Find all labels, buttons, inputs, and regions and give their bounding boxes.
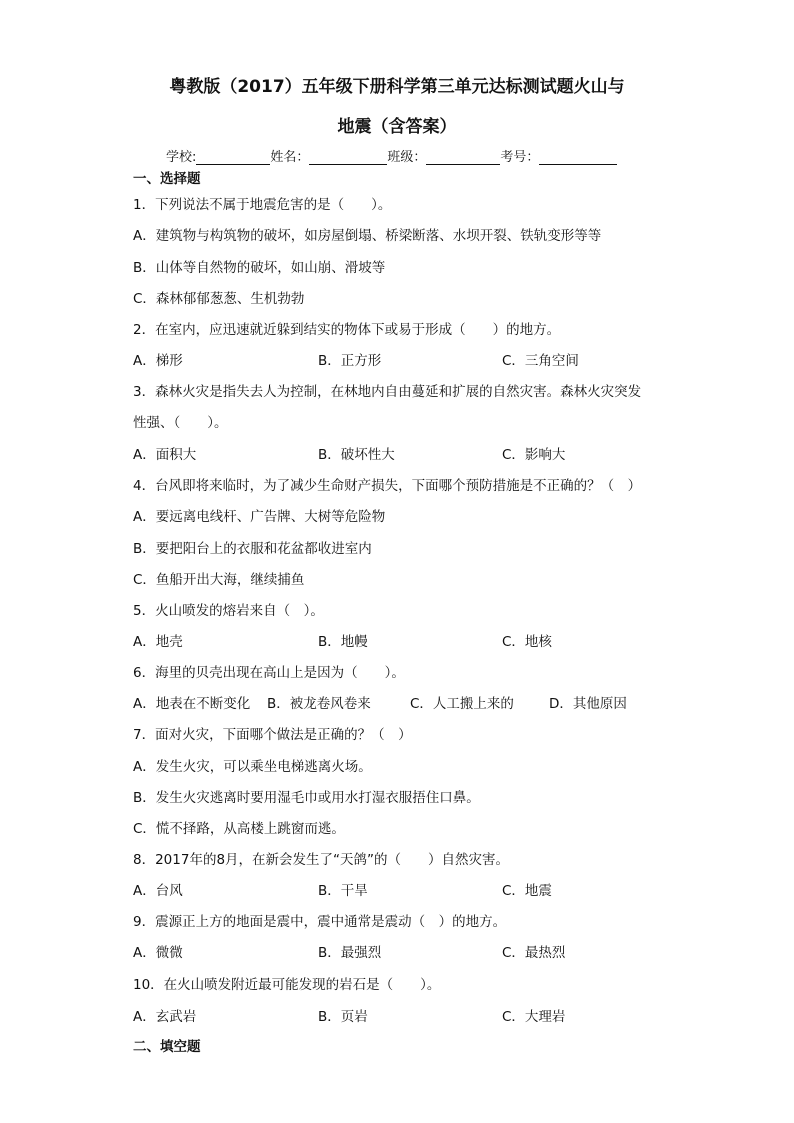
question-9-option-b: B．最强烈	[318, 945, 382, 961]
class-blank[interactable]	[426, 151, 500, 165]
document-title-line1: 粤教版（2017）五年级下册科学第三单元达标测试题火山与	[169, 77, 625, 97]
question-9-option-a: A．微微	[133, 945, 183, 961]
name-blank[interactable]	[309, 151, 387, 165]
question-4-option-a: A．要远离电线杆、广告牌、大树等危险物	[133, 509, 386, 525]
question-2-option-a: A．梯形	[133, 353, 183, 369]
question-9-option-c: C．最热烈	[502, 945, 566, 961]
question-10-option-a: A．玄武岩	[133, 1009, 197, 1025]
question-10-option-c: C．大理岩	[502, 1009, 566, 1025]
question-5: 5．火山喷发的熔岩来自（ ）。	[133, 603, 324, 619]
question-3-option-a: A．面积大	[133, 447, 197, 463]
question-8-option-a: A．台风	[133, 883, 183, 899]
name-label: 姓名：	[270, 150, 310, 165]
question-2: 2．在室内，应迅速就近躲到结实的物体下或易于形成（ ）的地方。	[133, 322, 561, 338]
school-label: 学校:	[166, 150, 197, 165]
question-6-option-b: B．被龙卷风卷来	[267, 696, 371, 712]
question-7: 7．面对火灾，下面哪个做法是正确的？（ ）	[133, 727, 412, 743]
question-3-option-b: B．破坏性大	[318, 447, 395, 463]
question-10: 10．在火山喷发附近最可能发现的岩石是（ ）。	[133, 977, 441, 993]
question-1: 1．下列说法不属于地震危害的是（ ）。	[133, 197, 392, 213]
question-5-option-a: A．地壳	[133, 634, 183, 650]
question-7-option-b: B．发生火灾逃离时要用湿毛巾或用水打湿衣服捂住口鼻。	[133, 790, 480, 806]
question-1-option-a: A．建筑物与构筑物的破坏，如房屋倒塌、桥梁断落、水坝开裂、铁轨变形等等	[133, 228, 602, 244]
question-9: 9．震源正上方的地面是震中，震中通常是震动（ ）的地方。	[133, 914, 507, 930]
question-4: 4．台风即将来临时，为了减少生命财产损失，下面哪个预防措施是不正确的？（ ）	[133, 478, 642, 494]
section-heading-fill-in: 二、填空题	[133, 1039, 201, 1055]
question-3-line1: 3．森林火灾是指失去人为控制，在林地内自由蔓延和扩展的自然灾害。森林火灾突发	[133, 384, 642, 400]
question-8: 8．2017年的8月，在新会发生了“天鸽”的（ ）自然灾害。	[133, 852, 510, 868]
question-6-option-a: A．地表在不断变化	[133, 696, 251, 712]
question-7-option-c: C．慌不择路，从高楼上跳窗而逃。	[133, 821, 345, 837]
question-7-option-a: A．发生火灾，可以乘坐电梯逃离火场。	[133, 759, 372, 775]
document-title-line2: 地震（含答案）	[337, 117, 457, 137]
question-10-option-b: B．页岩	[318, 1009, 368, 1025]
section-heading-choice: 一、选择题	[133, 171, 201, 187]
question-6: 6．海里的贝壳出现在高山上是因为（ ）。	[133, 665, 405, 681]
question-5-option-c: C．地核	[502, 634, 552, 650]
school-blank[interactable]	[196, 151, 270, 165]
question-8-option-b: B．干旱	[318, 883, 368, 899]
question-1-option-b: B．山体等自然物的破坏，如山崩、滑坡等	[133, 260, 386, 276]
exam-no-label: 考号：	[500, 150, 540, 165]
question-6-option-c: C．人工搬上来的	[410, 696, 514, 712]
question-2-option-b: B．正方形	[318, 353, 382, 369]
question-6-option-d: D．其他原因	[549, 696, 627, 712]
question-1-option-c: C．森林郁郁葱葱、生机勃勃	[133, 291, 305, 307]
question-8-option-c: C．地震	[502, 883, 552, 899]
student-info-line	[166, 146, 617, 165]
class-label: 班级：	[387, 150, 427, 165]
question-4-option-b: B．要把阳台上的衣服和花盆都收进室内	[133, 541, 372, 557]
exam-no-blank[interactable]	[539, 151, 617, 165]
question-5-option-b: B．地幔	[318, 634, 368, 650]
question-3-option-c: C．影响大	[502, 447, 566, 463]
question-2-option-c: C．三角空间	[502, 353, 579, 369]
question-3-line2: 性强、（ ）。	[133, 415, 228, 431]
question-4-option-c: C．鱼船开出大海，继续捕鱼	[133, 572, 305, 588]
